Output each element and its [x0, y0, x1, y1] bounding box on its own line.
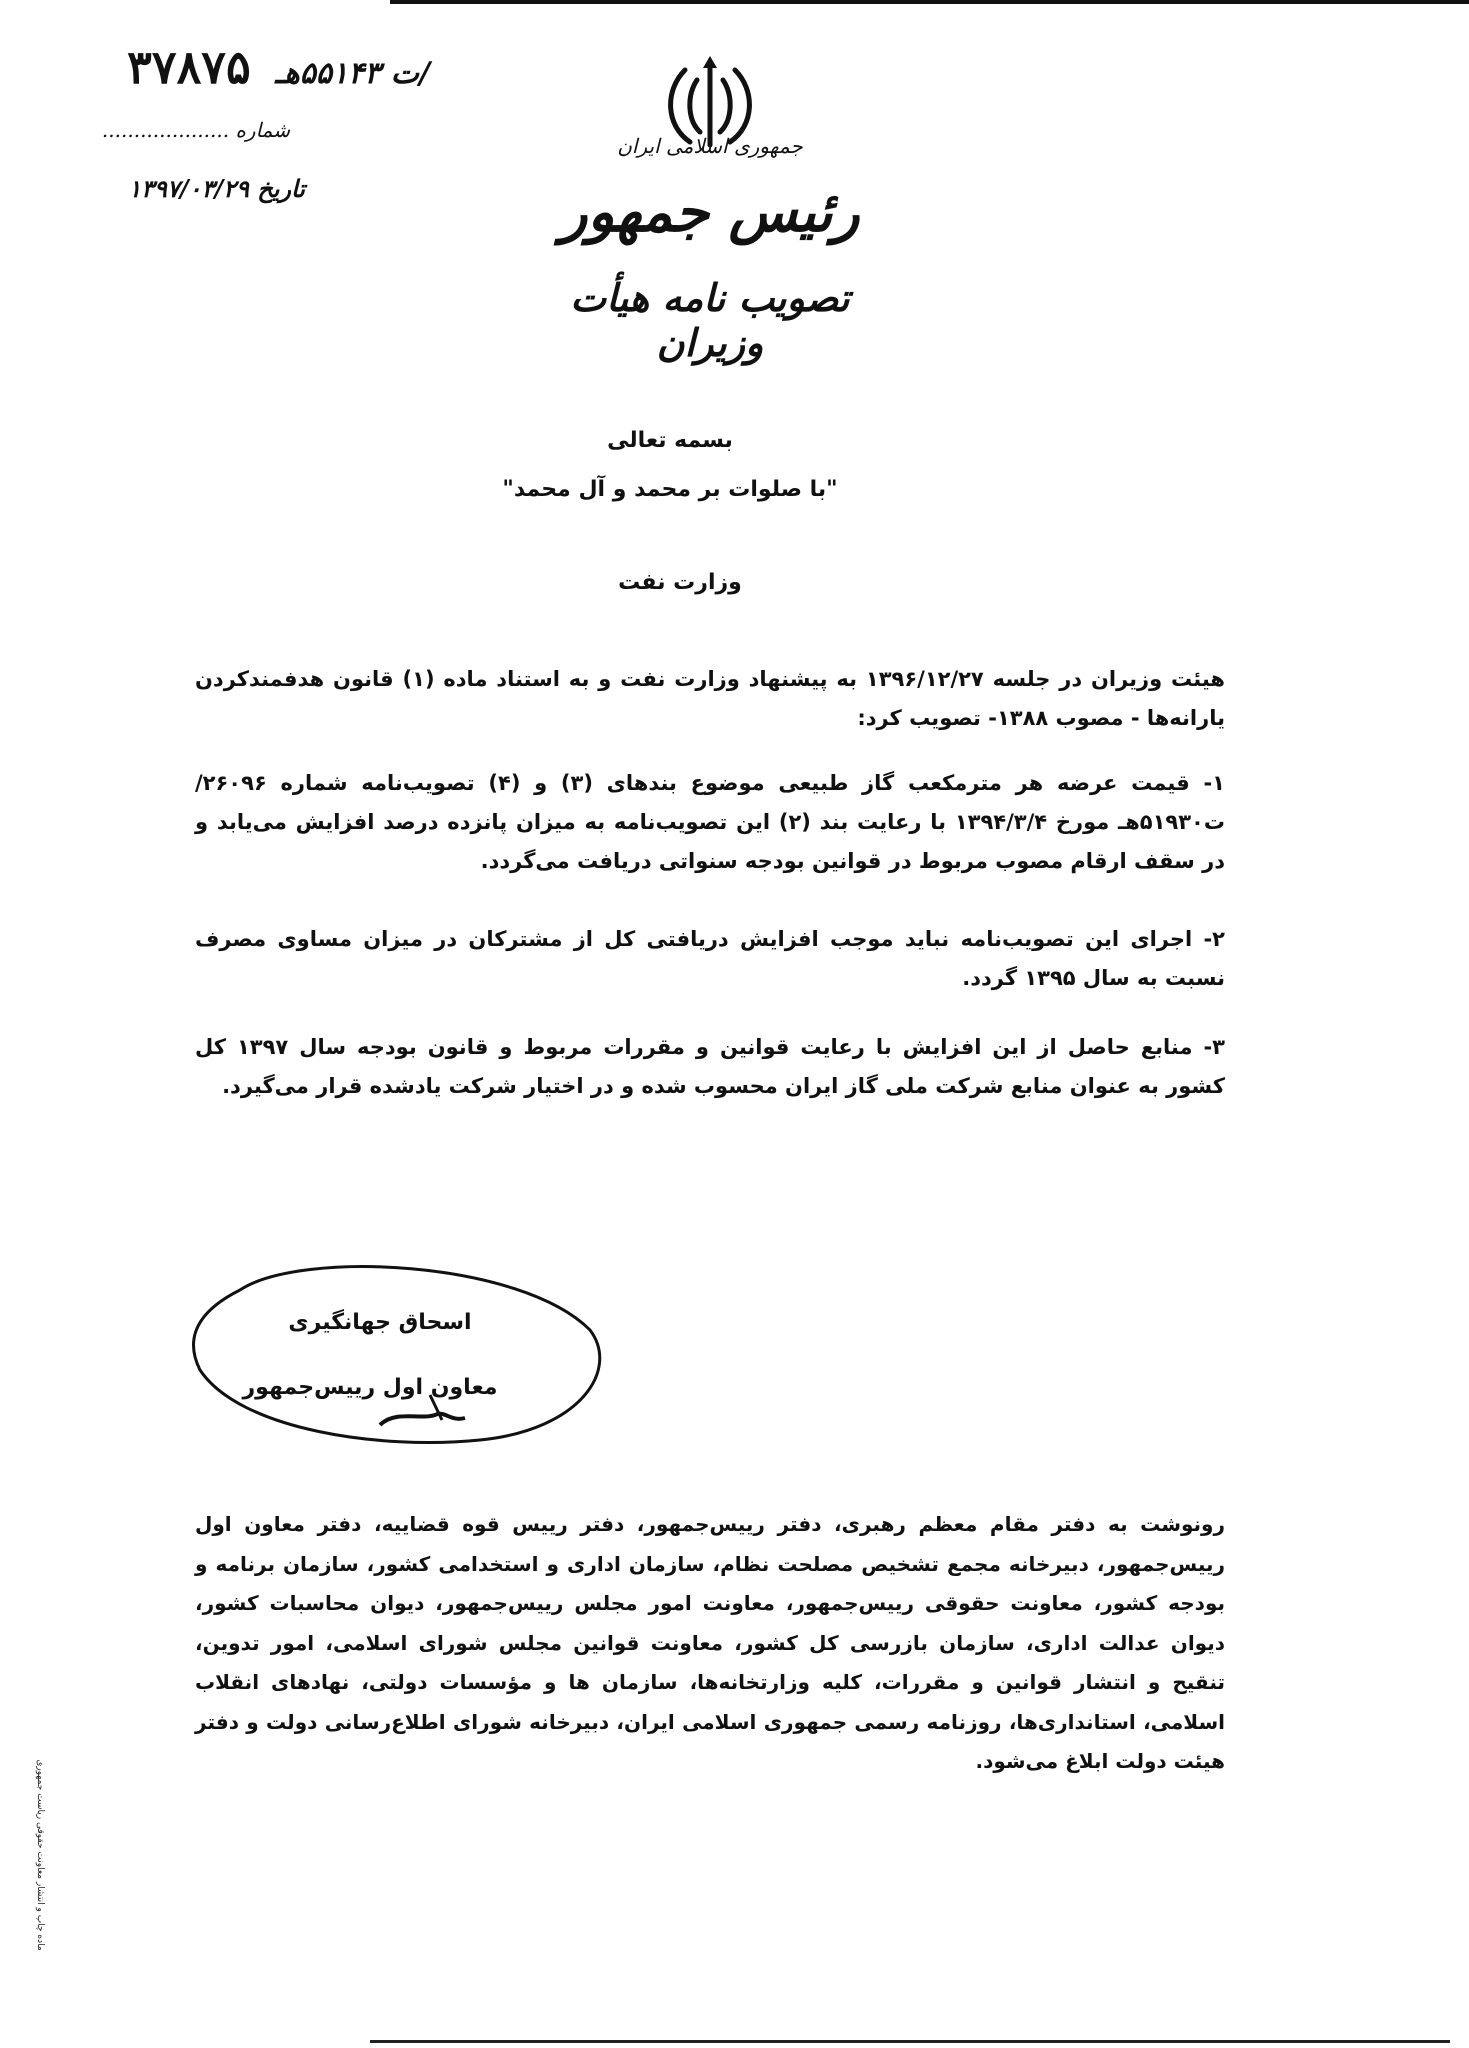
top-border-line: [390, 0, 1469, 4]
reference-number: [60, 40, 430, 94]
clause-2: ۲- اجرای این تصویب‌نامه نباید موجب افزایش دریافتی کل از مشترکان در میزان مساوی مصرف نسبت به سال ۱۳۹۵ گردد.: [195, 927, 1225, 990]
signature-scribble: [180, 1250, 610, 1470]
bismillah: بسمه تعالی: [607, 428, 733, 453]
letter-ref: /ت ۵۵۱۴۳هـ: [275, 56, 430, 91]
republic-heading: جمهوری اسلامی ایران: [617, 134, 803, 158]
date-field: [60, 174, 305, 203]
stamp-number: ۳۷۸۷۵: [127, 40, 251, 94]
ministry-title: وزارت نفت: [618, 570, 742, 595]
date-label: تاریخ: [257, 174, 305, 203]
signer-title: معاون اول رییس‌جمهور: [242, 1375, 498, 1400]
president-heading: رئیس جمهور: [560, 179, 860, 245]
side-print-note: ماده چاپ و انتشار معاونت حقوقی ریاست جمهوری: [35, 1759, 45, 1951]
date-value: ۱۳۹۷/۰۳/۲۹: [128, 174, 249, 203]
salavat-line: "با صلوات بر محمد و آل محمد": [502, 477, 838, 502]
intro-paragraph: هیئت وزیران در جلسه ۱۳۹۶/۱۲/۲۷ به پیشنهاد وزارت نفت و به استناد ماده (۱) قانون هدفمندکردن یارانه‌ها - مصوب ۱۳۸۸- تصویب کرد:: [195, 667, 1225, 730]
cc-recipients: رونوشت به دفتر مقام معظم رهبری، دفتر رییس‌جمهور، دفتر رییس قوه قضاییه، دفتر معاون اول رییس‌جمهور، دبیرخانه مجمع تشخیص مصلحت نظام، سازمان اداری و استخدامی کشور، سازمان برنامه و بودجه کشور، معاونت حقوقی رییس‌جمهور، معاونت امور مجلس رییس‌جمهور، دیوان محاسبات کشور، دیوان عدالت اداری، سازمان بازرسی کل کشور، معاونت قوانین مجلس شورای اسلامی، امور تدوین، تنقیح و انتشار قوانین و مقررات، کلیه وزارتخانه‌ها، سازمان ها و مؤسسات دولتی، نهادهای انقلاب اسلامی، استانداری‌ها، روزنامه رسمی جمهوری اسلامی ایران، دبیرخانه شورای اطلاع‌رسانی دولت و دفتر هیئت دولت ابلاغ می‌شود.: [195, 1512, 1225, 1773]
signer-name: اسحاق جهانگیری: [288, 1310, 472, 1335]
number-field: [60, 118, 290, 142]
clause-1: ۱- قیمت عرضه هر مترمکعب گاز طبیعی موضوع بندهای (۳) و (۴) تصویب‌نامه شماره ۲۶۰۹۶/ت۵۱۹۳۰هـ مورخ ۱۳۹۴/۳/۴ با رعایت بند (۲) این تصویب‌نامه به میزان پانزده درصد افزایش می‌یابد و در سقف ارقام مصوب مربوط در قوانین بودجه سنواتی دریافت می‌گردد.: [195, 771, 1225, 873]
number-label: شماره: [235, 118, 290, 142]
number-dots: ....................: [101, 118, 230, 142]
approval-heading: تصویب نامه هیأت وزیران: [570, 275, 850, 365]
clause-3: ۳- منابع حاصل از این افزایش با رعایت قوانین و مقررات مربوط و قانون بودجه سال ۱۳۹۷ کل کشور به عنوان منابع شرکت ملی گاز ایران محسوب شده و در اختیار شرکت یادشده قرار می‌گیرد.: [195, 1035, 1225, 1098]
bottom-border-line: [370, 2040, 1450, 2043]
